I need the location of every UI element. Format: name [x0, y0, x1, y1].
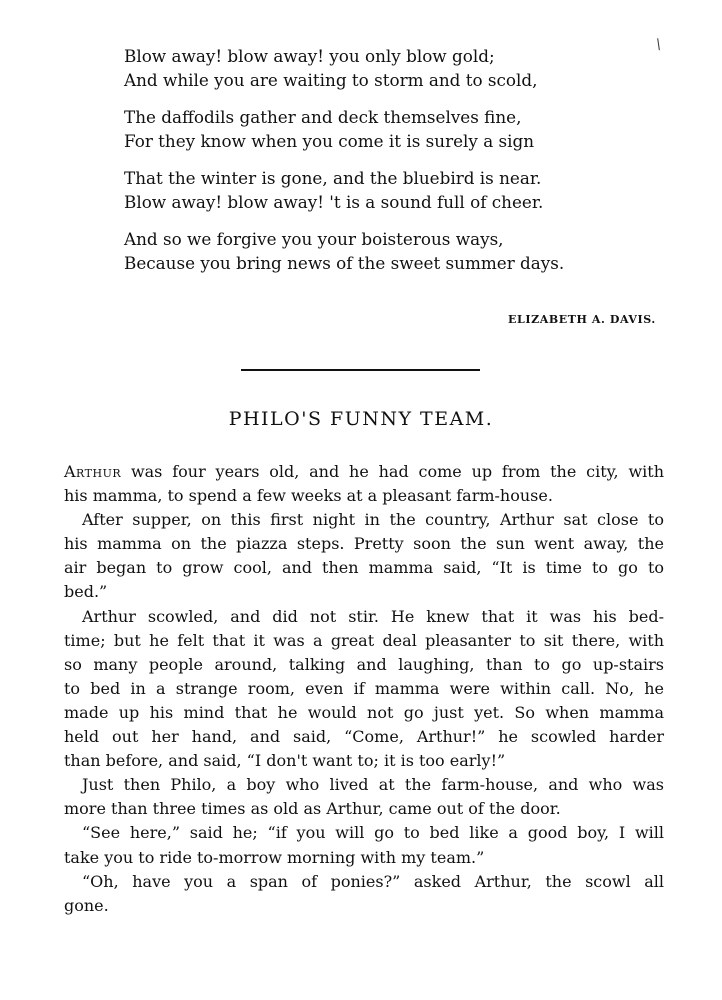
poem-stanza [124, 166, 644, 214]
story-title: PHILO'S FUNNY TEAM. [228, 408, 494, 430]
poem-line: Because you bring news of the sweet summer days. [124, 253, 565, 273]
story-line: held out her hand, and said, “Come, Arthur!” he scowled harder [64, 727, 664, 747]
story-line: Just then Philo, a boy who lived at the farm-house, and who was [82, 775, 664, 795]
page-mark [657, 38, 664, 51]
story-line: more than three times as old as Arthur, came out of the door. [64, 799, 561, 819]
poem [124, 44, 644, 288]
story-line: than before, and said, “I don't want to; it is too early!” [64, 751, 506, 771]
story-line: “Oh, have you a span of ponies?” asked Arthur, the scowl all [82, 871, 664, 891]
poem-line: Blow away! blow away! you only blow gold; [124, 46, 495, 66]
story-line: to bed in a strange room, even if mamma were within call. No, he [64, 678, 664, 698]
story-first-word: Arthur [64, 462, 122, 481]
poem-stanza [124, 44, 644, 92]
story-line: his mamma on the piazza steps. Pretty soon the sun went away, the [64, 534, 664, 554]
story-line: Arthur scowled, and did not stir. He knew that it was his bed- [82, 606, 664, 626]
poem-line: For they know when you come it is surely a sign [124, 131, 535, 151]
story-line: made up his mind that he would not go just yet. So when mamma [64, 702, 664, 722]
story-line [64, 460, 664, 484]
story-line: time; but he felt that it was a great deal pleasanter to sit there, with [64, 630, 664, 650]
poem-line: And while you are waiting to storm and to scold, [124, 70, 538, 90]
poem-line: That the winter is gone, and the bluebird is near. [124, 168, 542, 188]
poem-line: Blow away! blow away! 't is a sound full of cheer. [124, 192, 544, 212]
story-line: After supper, on this first night in the country, Arthur sat close to [82, 510, 664, 530]
story-line: air began to grow cool, and then mamma said, “It is time to go to [64, 558, 664, 578]
story-line-text: was four years old, and he had come up from the city, with [121, 462, 664, 481]
story-line: so many people around, talking and laughing, than to go up-stairs [64, 654, 664, 674]
poem-stanza [124, 105, 644, 153]
story-line: his mamma, to spend a few weeks at a pleasant farm-house. [64, 486, 553, 506]
poem-stanza [124, 227, 644, 275]
story-line: bed.” [64, 582, 108, 602]
poem-author: ELIZABETH A. DAVIS. [508, 313, 656, 326]
section-divider [241, 369, 480, 371]
story-line: gone. [64, 895, 109, 915]
poem-line: And so we forgive you your boisterous ways, [124, 229, 504, 249]
story-body [64, 460, 664, 918]
story-line: “See here,” said he; “if you will go to bed like a good boy, I will [82, 823, 664, 843]
poem-line: The daffodils gather and deck themselves fine, [124, 107, 522, 127]
story-line: take you to ride to-morrow morning with my team.” [64, 847, 485, 867]
